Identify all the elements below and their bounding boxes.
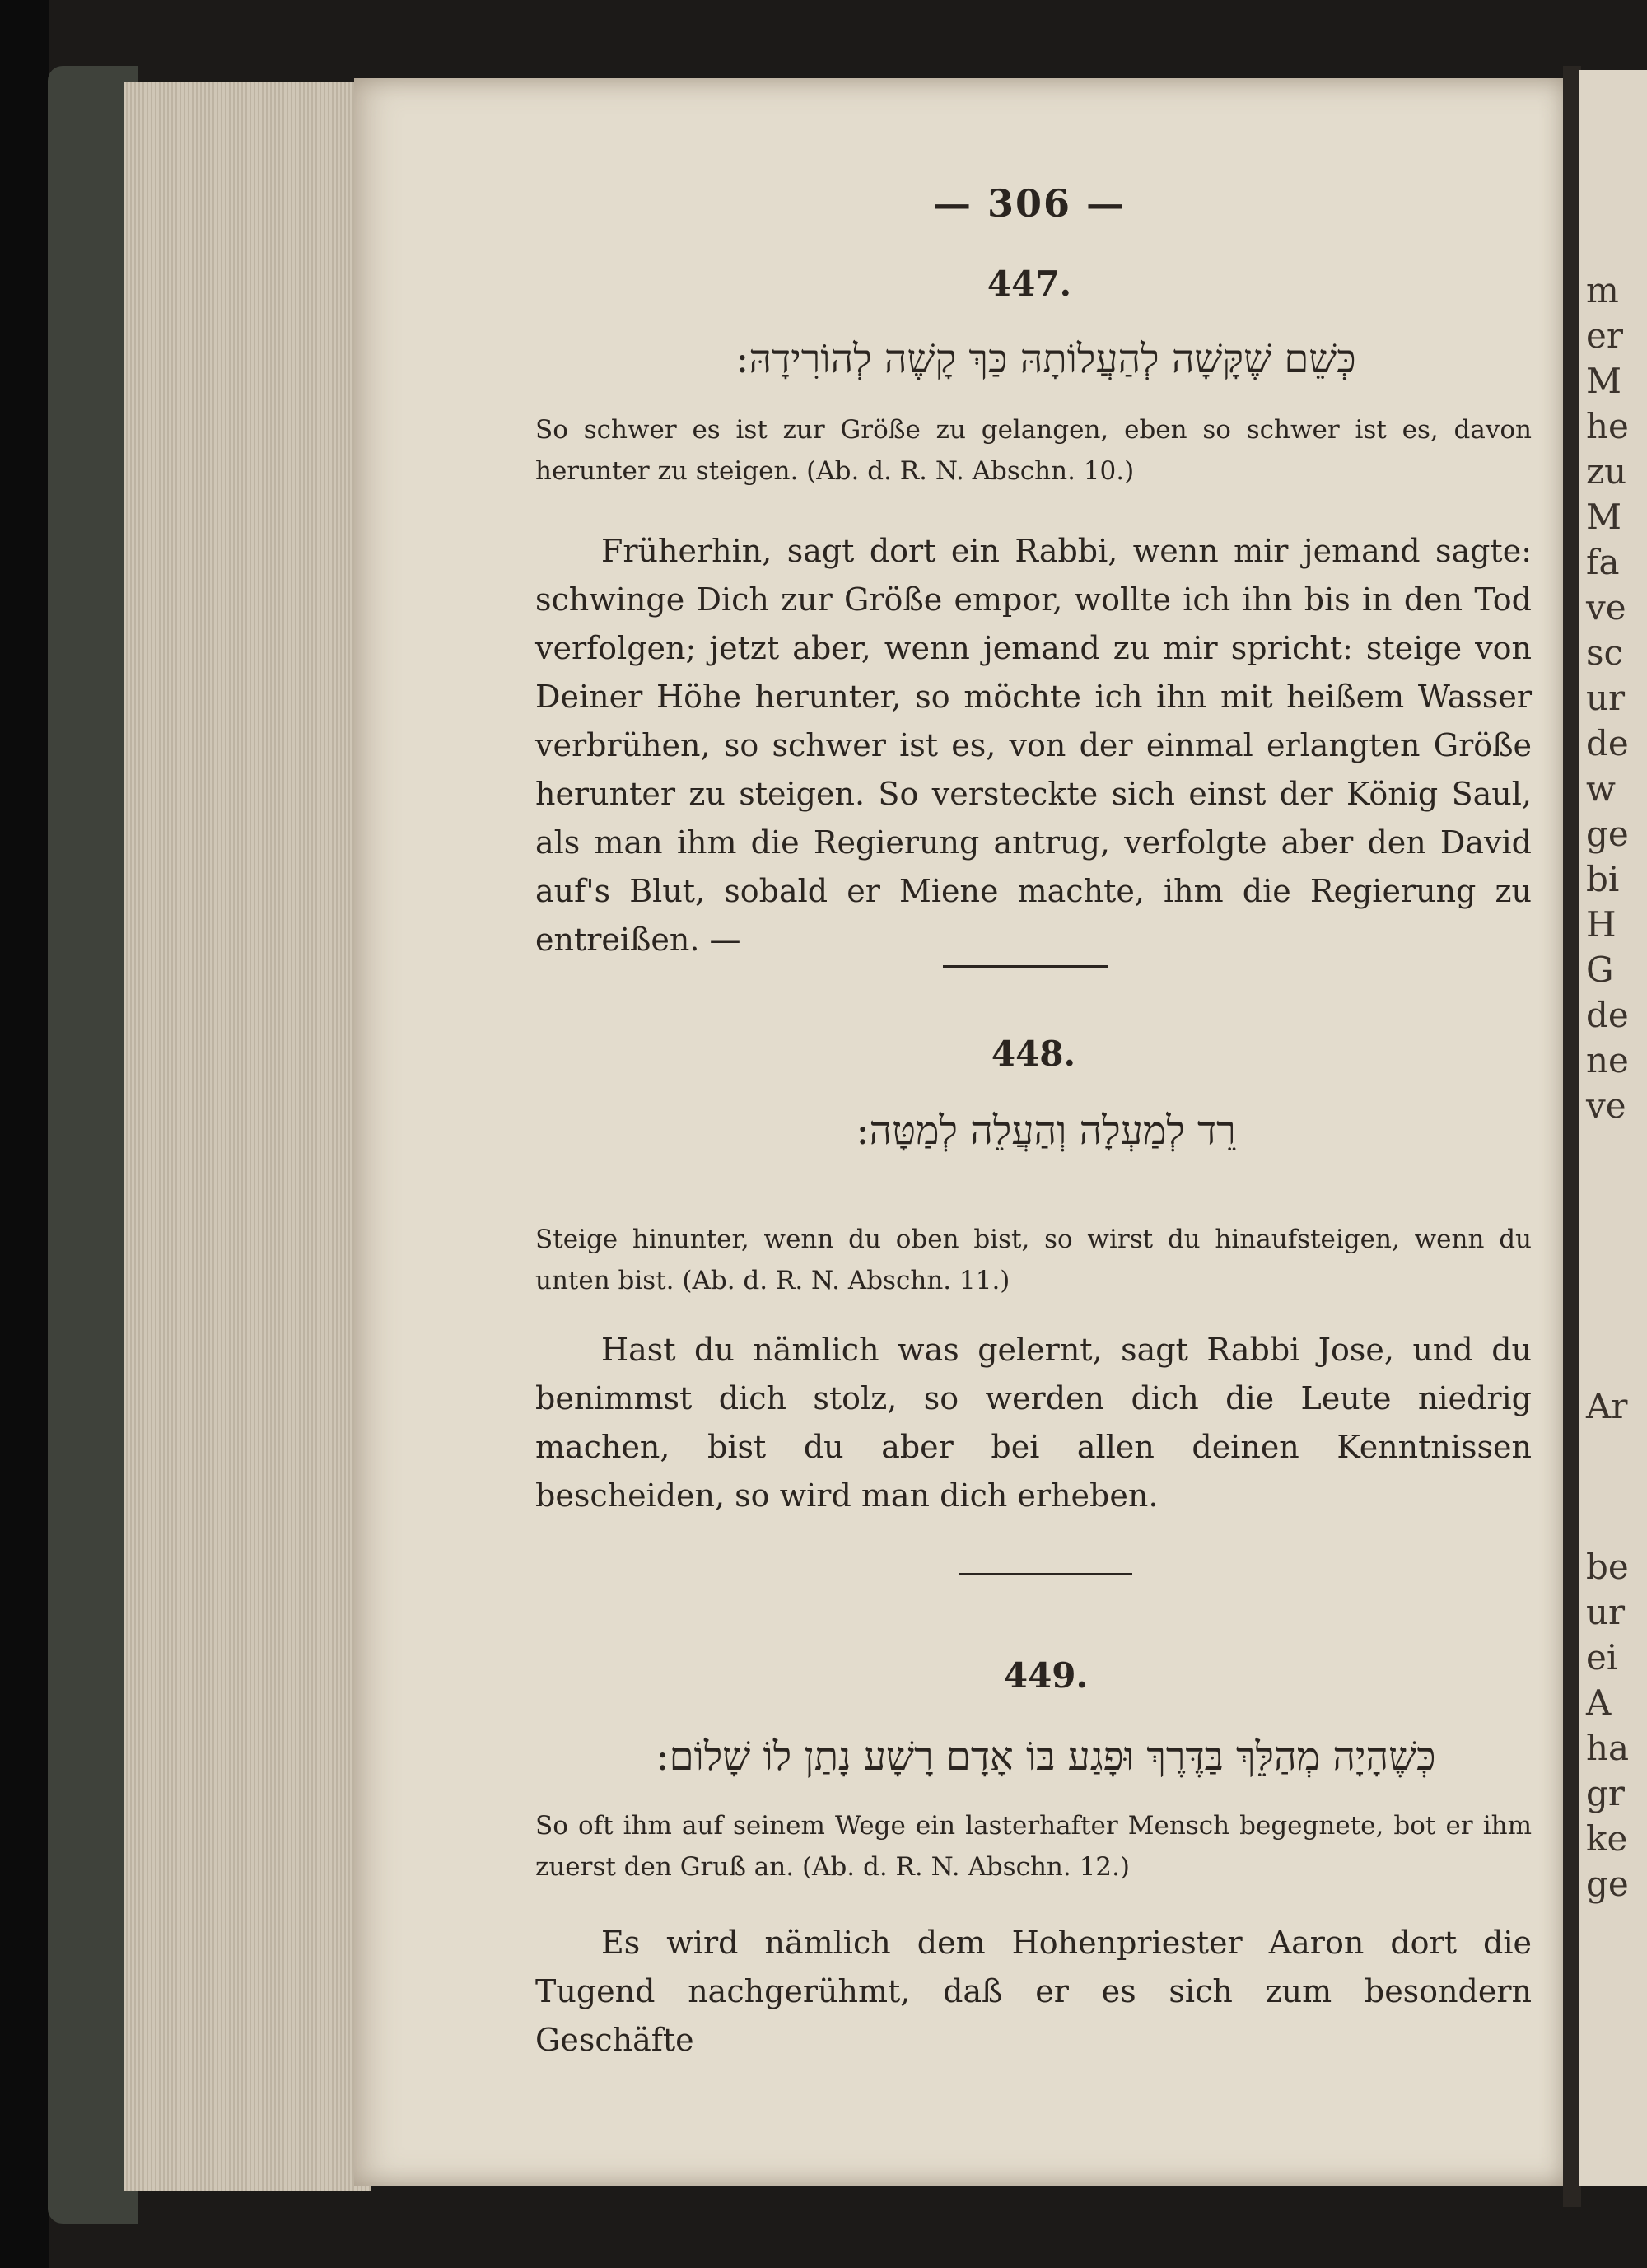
facing-line: w — [1586, 768, 1616, 809]
facing-line: de — [1586, 995, 1629, 1035]
facing-line: be — [1586, 1547, 1629, 1587]
facing-line: M — [1586, 361, 1622, 401]
facing-line: fa — [1586, 542, 1620, 582]
hebrew-quote-447: כְּשֵׁם שֶׁקָּשָׁה לְהַעֲלוֹתָהּ כַּךְ קָשֶׁה לְהוֹרִידָהּ: — [735, 336, 1356, 382]
dark-background-left — [0, 0, 49, 2268]
commentary-448: Hast du nämlich was gelernt, sagt Rabbi Jose, und du benimmst dich stolz, so werden dich die Leute niedrig machen, bist du aber bei allen deinen Kenntnissen bescheiden, so wird man dich erheben. — [535, 1332, 1532, 1514]
facing-line: ke — [1586, 1818, 1628, 1859]
facing-line: ur — [1586, 678, 1626, 718]
translation-449: So oft ihm auf seinem Wege ein lasterhafter Mensch begegnete, bot er ihm zuerst den Gruß an. (Ab. d. R. N. Abschn. 12.) — [535, 1811, 1532, 1882]
commentary-449: Es wird nämlich dem Hohenpriester Aaron dort die Tugend nachgerühmt, daß er es sich zum besondern Geschäfte — [535, 1925, 1532, 2058]
facing-line: ei — [1586, 1637, 1618, 1678]
facing-line: er — [1586, 315, 1623, 356]
facing-line: H — [1586, 904, 1617, 945]
facing-page — [1579, 70, 1647, 2186]
facing-line: he — [1586, 406, 1629, 446]
commentary-447: Früherhin, sagt dort ein Rabbi, wenn mir jemand sagte: schwinge Dich zur Größe empor, wollte ich ihn bis in den Tod verfolgen; jetzt aber, wenn jemand zu mir spricht: steige von Deiner Höhe herunter, so möchte ich ihn mit heißem Wasser verbrühen, so schwer ist es, von der einmal erlangten Größe herunter zu steigen. So versteckte sich einst der König Saul, als man ihm die Regierung antrug, verfolgte aber den David auf's Blut, sobald er Miene machte, ihm die Regierung zu entreißen. — — [535, 533, 1532, 958]
facing-line: ne — [1586, 1040, 1629, 1080]
facing-line: ur — [1586, 1592, 1626, 1632]
facing-line: G — [1586, 950, 1614, 990]
facing-line: de — [1586, 723, 1629, 763]
facing-line: ve — [1586, 587, 1626, 628]
facing-line: ge — [1586, 814, 1629, 854]
translation-447: So schwer es ist zur Größe zu gelangen, eben so schwer ist es, davon herunter zu steigen. (Ab. d. R. N. Abschn. 10.) — [535, 415, 1532, 486]
facing-line: bi — [1586, 859, 1620, 899]
page-number: — 306 — — [932, 181, 1127, 226]
facing-line: sc — [1586, 632, 1624, 673]
entry-number-447: 447. — [987, 264, 1072, 304]
entry-number-448: 448. — [991, 1034, 1076, 1074]
facing-line: M — [1586, 497, 1622, 537]
translation-448: Steige hinunter, wenn du oben bist, so wirst du hinaufsteigen, wenn du unten bist. (Ab. d. R. N. Abschn. 11.) — [535, 1225, 1532, 1295]
facing-line: A — [1586, 1682, 1612, 1723]
entry-number-449: 449. — [1003, 1655, 1089, 1696]
hebrew-quote-449: כְּשֶׁהָיָה מְהַלֵּךְ בַּדֶּרֶךְ וּפָגַע בּוֹ אָדָם רָשָׁע נָתַן לוֹ שָׁלוֹם: — [656, 1734, 1436, 1780]
page-stack-edge — [124, 82, 371, 2191]
section-divider — [959, 1573, 1132, 1575]
section-divider — [943, 965, 1108, 968]
facing-line: Ar — [1586, 1386, 1628, 1426]
book-gutter — [1563, 66, 1581, 2207]
facing-line: gr — [1586, 1773, 1625, 1813]
facing-line: ha — [1586, 1728, 1630, 1768]
facing-line: m — [1586, 270, 1619, 310]
facing-line: ge — [1586, 1864, 1629, 1904]
facing-line: ve — [1586, 1085, 1626, 1126]
facing-line: zu — [1586, 451, 1627, 492]
hebrew-quote-448: רֵד לְמַעְלָה וְהַעֲלֵה לְמַטָּה: — [856, 1108, 1236, 1154]
